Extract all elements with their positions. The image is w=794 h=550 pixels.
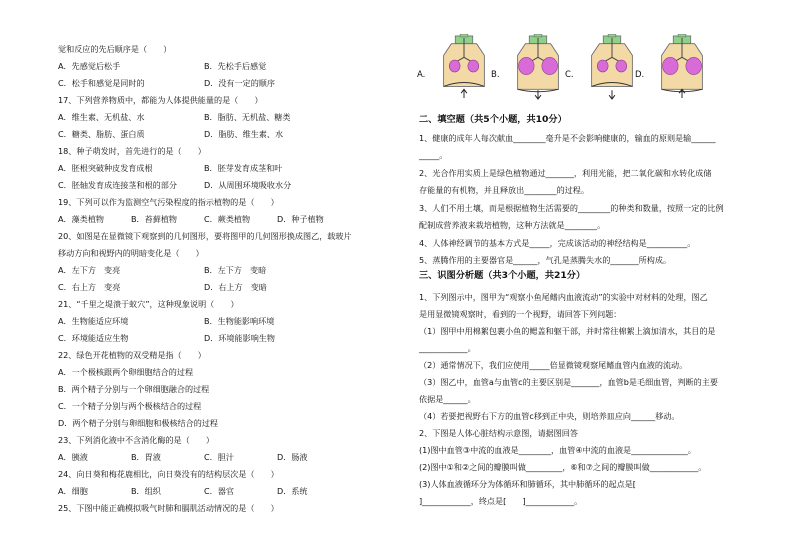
answer-option-d: D．肠液 bbox=[277, 452, 308, 462]
answer-option-a: B．两个精子分别与一个卵细胞融合的过程 bbox=[58, 384, 210, 394]
answer-option-a: D．两个精子分别与卵细胞和极核结合的过程 bbox=[58, 418, 219, 428]
answer-option-a: A．胚根突破种皮发育成根 bbox=[58, 163, 153, 173]
answer-option-a: C．胚轴发育成连接茎和根的部分 bbox=[58, 180, 177, 190]
answer-option-b: B．先松手后感觉 bbox=[204, 61, 267, 71]
question-text: 2、光合作用实质上是绿色植物通过_______，利用光能，把二氧化碳和水转化成储 bbox=[419, 168, 712, 178]
bell-jar-lung-model bbox=[647, 34, 717, 100]
section-2-title: 二、填空题（共5个小题，共10分） bbox=[419, 114, 567, 125]
answer-option-a: C．右上方 变亮 bbox=[58, 282, 121, 292]
answer-option-c: C．蕨类植物 bbox=[204, 214, 251, 224]
lung-model-figure bbox=[419, 40, 749, 110]
question-text: （1）图甲中用棉絮包裹小鱼的鳃盖和躯干部，并时常往棉絮上滴加清水，其目的是 bbox=[419, 326, 716, 336]
figure-option-label: C. bbox=[565, 70, 574, 80]
question-text: (3)人体血液循环分为体循环和肺循环，其中肺循环的起点是[ bbox=[419, 479, 636, 489]
question-text: 4、人体神经调节的基本方式是_____，完成该活动的神经结构是__________。 bbox=[419, 238, 696, 248]
answer-option-a: A．维生素、无机盐、水 bbox=[58, 112, 145, 122]
bell-jar-lung-model bbox=[429, 34, 499, 100]
answer-option-b: B．苔藓植物 bbox=[131, 214, 178, 224]
answer-option-b: B．脂肪、无机盐、糖类 bbox=[204, 112, 291, 122]
answer-option-a: A．生物能适应环境 bbox=[58, 316, 129, 326]
answer-option-b: D．右上方 变暗 bbox=[204, 282, 267, 292]
question-text: 5、蒸腾作用的主要器官是______，气孔是蒸腾失水的_______所构成。 bbox=[419, 255, 672, 265]
bell-jar-lung-model bbox=[577, 34, 647, 100]
answer-option-a: A．细胞 bbox=[58, 486, 88, 496]
answer-option-b: D．没有一定的顺序 bbox=[204, 78, 275, 88]
question-stem: 移动方向和视野内的明暗变化是（ ） bbox=[58, 248, 204, 258]
answer-option-a: C．环境能适应生物 bbox=[58, 333, 129, 343]
answer-option-b: D．脂肪、维生素、水 bbox=[204, 129, 284, 139]
answer-option-b: B．胚芽发育成茎和叶 bbox=[204, 163, 283, 173]
question-text: 是用显微镜观察时，看到的一个视野，请回答下列问题： bbox=[419, 309, 622, 319]
question-stem: 23、下列消化液中不含消化酶的是（ ） bbox=[58, 435, 214, 445]
question-text: ____________。 bbox=[419, 343, 476, 353]
answer-option-d: D．系统 bbox=[277, 486, 308, 496]
question-stem: 21、“千里之堤溃于蚁穴”，这种现象说明（ ） bbox=[58, 299, 239, 309]
answer-option-b: D．从周围环境吸收水分 bbox=[204, 180, 292, 190]
answer-option-b: B．生物能影响环境 bbox=[204, 316, 275, 326]
figure-option-label: A. bbox=[417, 70, 426, 80]
question-stem: 25、下图中能正确模拟吸气时肺和膈肌活动情况的是（ ） bbox=[58, 503, 279, 513]
figure-option-label: D. bbox=[635, 70, 645, 80]
question-stem: 20、如图是在显微镜下观察到的几何图形，要将图甲的几何图形换成图乙，载玻片 bbox=[58, 231, 352, 241]
answer-option-a: A．胰液 bbox=[58, 452, 88, 462]
question-text: 1、下列图示中，图甲为“观察小鱼尾鳍内血液流动”的实验中对材料的处理，图乙 bbox=[419, 292, 708, 302]
question-text: 2、下图是人体心脏结构示意图，请据图回答 bbox=[419, 428, 578, 438]
answer-option-a: A．左下方 变亮 bbox=[58, 265, 121, 275]
question-text: （4）若要把视野右下方的血管c移到正中央，则培养皿应向______移动。 bbox=[419, 411, 680, 421]
question-text: (2)图中①和②之间的瓣膜叫做_________，⑥和⑦之间的瓣膜叫做____________。 bbox=[419, 462, 707, 472]
answer-option-c: C．器官 bbox=[204, 486, 234, 496]
question-text: _____。 bbox=[419, 150, 448, 160]
answer-option-b: B．组织 bbox=[131, 486, 161, 496]
question-stem: 22、绿色开花植物的双受精是指（ ） bbox=[58, 350, 206, 360]
question-stem: 19、下列可以作为监测空气污染程度的指示植物的是（ ） bbox=[58, 197, 279, 207]
answer-option-b: B．胃液 bbox=[131, 452, 161, 462]
bell-jar-lung-model bbox=[503, 34, 573, 100]
answer-option-d: D．种子植物 bbox=[277, 214, 324, 224]
answer-option-a: C．糖类、脂肪、蛋白质 bbox=[58, 129, 145, 139]
question-stem: 17、下列营养物质中，都能为人体提供能量的是（ ） bbox=[58, 95, 263, 105]
question-stem: 18、种子萌发时，首先进行的是（ ） bbox=[58, 146, 206, 156]
question-text: (1)图中血管③中流的血液是________，血管④中流的血液是______________。 bbox=[419, 445, 696, 455]
question-text: 3、人们不用土壤，而是根据植物生活需要的________的种类和数量，按照一定的比例 bbox=[419, 203, 724, 213]
answer-option-a: C．一个精子分别与两个极核结合的过程 bbox=[58, 401, 202, 411]
section-3-title: 三、识图分析题（共3个小题，共21分） bbox=[419, 270, 586, 281]
answer-option-b: B．左下方 变暗 bbox=[204, 265, 267, 275]
answer-option-c: C．胆汁 bbox=[204, 452, 234, 462]
question-text: （2）通常情况下，我们应使用_____倍显微镜观察尾鳍血管内血液的流动。 bbox=[419, 360, 688, 370]
answer-option-b: D．环境能影响生物 bbox=[204, 333, 275, 343]
figure-option-label: B. bbox=[491, 70, 500, 80]
question-stem: 24、向日葵和梅花鹿相比，向日葵没有的结构层次是（ ） bbox=[58, 469, 279, 479]
question-text: 存能量的有机物，并且释放出________的过程。 bbox=[419, 185, 589, 195]
question-stem: 觉和反应的先后顺序是（ ） bbox=[58, 44, 172, 54]
answer-option-a: C．松手和感觉是同时的 bbox=[58, 78, 145, 88]
question-text: ]____________，终点是[ ]____________。 bbox=[419, 496, 583, 506]
answer-option-a: A．一个极核跟两个卵细胞结合的过程 bbox=[58, 367, 194, 377]
question-text: （3）图乙中，血管a与血管c的主要区别是_______，血管b是毛细血管，判断的主要 bbox=[419, 377, 718, 387]
answer-option-a: A．先感觉后松手 bbox=[58, 61, 121, 71]
question-text: 1、健康的成年人每次献血________毫升是不会影响健康的，输血的原则是输______ bbox=[419, 133, 716, 143]
question-text: 配制成营养液来栽培植物，这种方法就是________。 bbox=[419, 220, 606, 230]
question-text: 依据是______。 bbox=[419, 394, 476, 404]
answer-option-a: A．藻类植物 bbox=[58, 214, 105, 224]
